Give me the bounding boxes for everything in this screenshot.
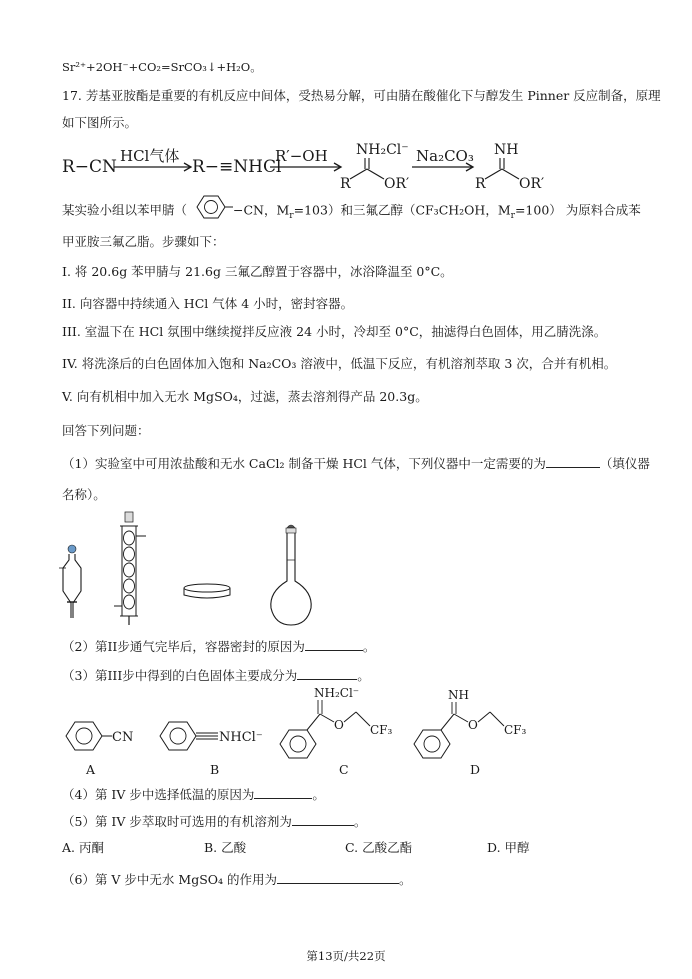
question-4-period: 。 [312, 787, 325, 802]
question-2-text: （2）第II步通气完毕后，容器密封的原因为 [62, 639, 305, 654]
question-5-period: 。 [353, 814, 367, 829]
condenser-icon [114, 512, 146, 625]
materials-line1 [62, 201, 641, 224]
structure-b [160, 722, 263, 750]
benzonitrile-ring-icon [187, 193, 233, 221]
structure-d-o: O [468, 718, 478, 732]
structure-d-cf3: CF₃ [504, 723, 527, 737]
question-4-text: （4）第 IV 步中选择低温的原因为 [62, 787, 255, 802]
question-4 [62, 786, 325, 803]
q5-option-d[interactable]: D. 甲醇 [487, 840, 530, 855]
step-1: I. 将 20.6g 苯甲腈与 21.6g 三氟乙醇置于容器中，冰浴降温至 0°C。 [62, 264, 453, 279]
pinner-reaction-scheme [60, 136, 620, 196]
question-6 [62, 871, 412, 888]
question-6-period: 。 [399, 872, 412, 887]
scheme-arrow2-label: R′−OH [275, 147, 328, 165]
question-6-text: （6）第 V 步中无水 MgSO₄ 的作用为 [62, 872, 277, 887]
scheme-arrow1-label: HCl气体 [120, 147, 180, 165]
question-3-blank[interactable] [297, 667, 357, 680]
question-2 [62, 638, 375, 655]
question-1-text: （1）实验室中可用浓盐酸和无水 CaCl₂ 制备干燥 HCl 气体，下列仪器中一定需要的为 [62, 456, 546, 471]
question-3 [62, 667, 370, 684]
answer-prompt: 回答下列问题： [62, 423, 150, 438]
scheme-reactant: R−CN [62, 157, 117, 177]
q5-option-b[interactable]: B. 乙酸 [204, 840, 247, 855]
scheme-intermediate2-top: NH₂Cl⁻ [356, 142, 409, 158]
materials-line2: 甲亚胺三氟乙脂。步骤如下： [62, 234, 225, 249]
question-3-period: 。 [357, 668, 370, 683]
page-footer: 第13页/共22页 [306, 949, 386, 963]
structure-b-nhcl: NHCl⁻ [219, 730, 263, 745]
scheme-intermediate2-or: OR′ [384, 176, 410, 192]
apparatus-row [55, 508, 335, 630]
scheme-product-top: NH [494, 142, 519, 158]
question-5 [62, 813, 366, 830]
choice-structures [58, 686, 558, 782]
scheme-product-r: R [475, 176, 486, 192]
question-1-line2: 名称）。 [62, 487, 106, 502]
step-4: IV. 将洗涤后的白色固体加入饱和 Na₂CO₃ 溶液中，低温下反应，有机溶剂萃取 3 次，合并有机相。 [62, 356, 617, 371]
question-2-blank[interactable] [305, 638, 363, 651]
step-5: V. 向有机相中加入无水 MgSO₄，过滤，蒸去溶剂得产品 20.3g。 [62, 389, 428, 404]
top-equation: Sr²⁺+2OH⁻+CO₂=SrCO₃↓+H₂O。 [62, 60, 262, 74]
choice-label-b[interactable]: B [210, 762, 220, 777]
question-1-line1 [62, 455, 650, 472]
question-1-tail: （填仪器 [599, 456, 650, 471]
volumetric-flask-icon [271, 525, 311, 625]
question-1-blank[interactable] [546, 455, 600, 468]
choice-label-c[interactable]: C [339, 762, 349, 777]
q17-intro-line2: 如下图所示。 [62, 115, 138, 130]
question-4-blank[interactable] [254, 786, 312, 799]
structure-c-top: NH₂Cl⁻ [314, 686, 360, 700]
question-5-blank[interactable] [292, 813, 354, 826]
q5-option-c[interactable]: C. 乙酸乙酯 [345, 840, 413, 855]
q17-intro-line1: 17. 芳基亚胺酯是重要的有机反应中间体，受热易分解，可由腈在酸催化下与醇发生 Pinner 反应制备，原理 [62, 88, 661, 103]
structure-a [66, 722, 133, 750]
question-2-period: 。 [362, 639, 376, 654]
question-5-text: （5）第 IV 步萃取时可选用的有机溶剂为 [62, 814, 292, 829]
question-6-blank[interactable] [277, 871, 399, 884]
step-3: III. 室温下在 HCl 氛围中继续搅拌反应液 24 小时，冷却至 0°C，抽滤得白色固体，用乙腈洗涤。 [62, 324, 607, 339]
materials-text-b: −CN，M [233, 202, 290, 218]
evaporating-dish-icon [184, 584, 230, 598]
structure-c [280, 686, 393, 758]
scheme-intermediate1: R−≡NHCl [192, 157, 282, 177]
structure-d-top: NH [448, 688, 469, 702]
materials-text-c: =103）和三氟乙醇（CF₃CH₂OH，M [293, 202, 511, 218]
choice-label-d[interactable]: D [470, 762, 481, 777]
scheme-intermediate2-r: R [340, 176, 351, 192]
materials-sub-2: r [510, 211, 515, 221]
q5-option-a[interactable]: A. 丙酮 [62, 840, 104, 855]
question-3-text: （3）第III步中得到的白色固体主要成分为 [62, 668, 298, 683]
materials-sub-1: r [289, 211, 294, 221]
structure-d [414, 688, 527, 758]
materials-text-d: =100） 为原料合成苯 [514, 202, 641, 218]
scheme-arrow3-label: Na₂CO₃ [416, 147, 474, 165]
structure-c-cf3: CF₃ [370, 723, 393, 737]
structure-a-cn: CN [112, 730, 134, 745]
scheme-product-or: OR′ [519, 176, 545, 192]
structure-c-o: O [334, 718, 344, 732]
choice-label-a[interactable]: A [86, 762, 96, 777]
step-2: II. 向容器中持续通入 HCl 气体 4 小时，密封容器。 [62, 296, 354, 311]
materials-text-a: 某实验小组以苯甲腈（ [62, 202, 188, 218]
separatory-funnel-icon [59, 545, 81, 618]
